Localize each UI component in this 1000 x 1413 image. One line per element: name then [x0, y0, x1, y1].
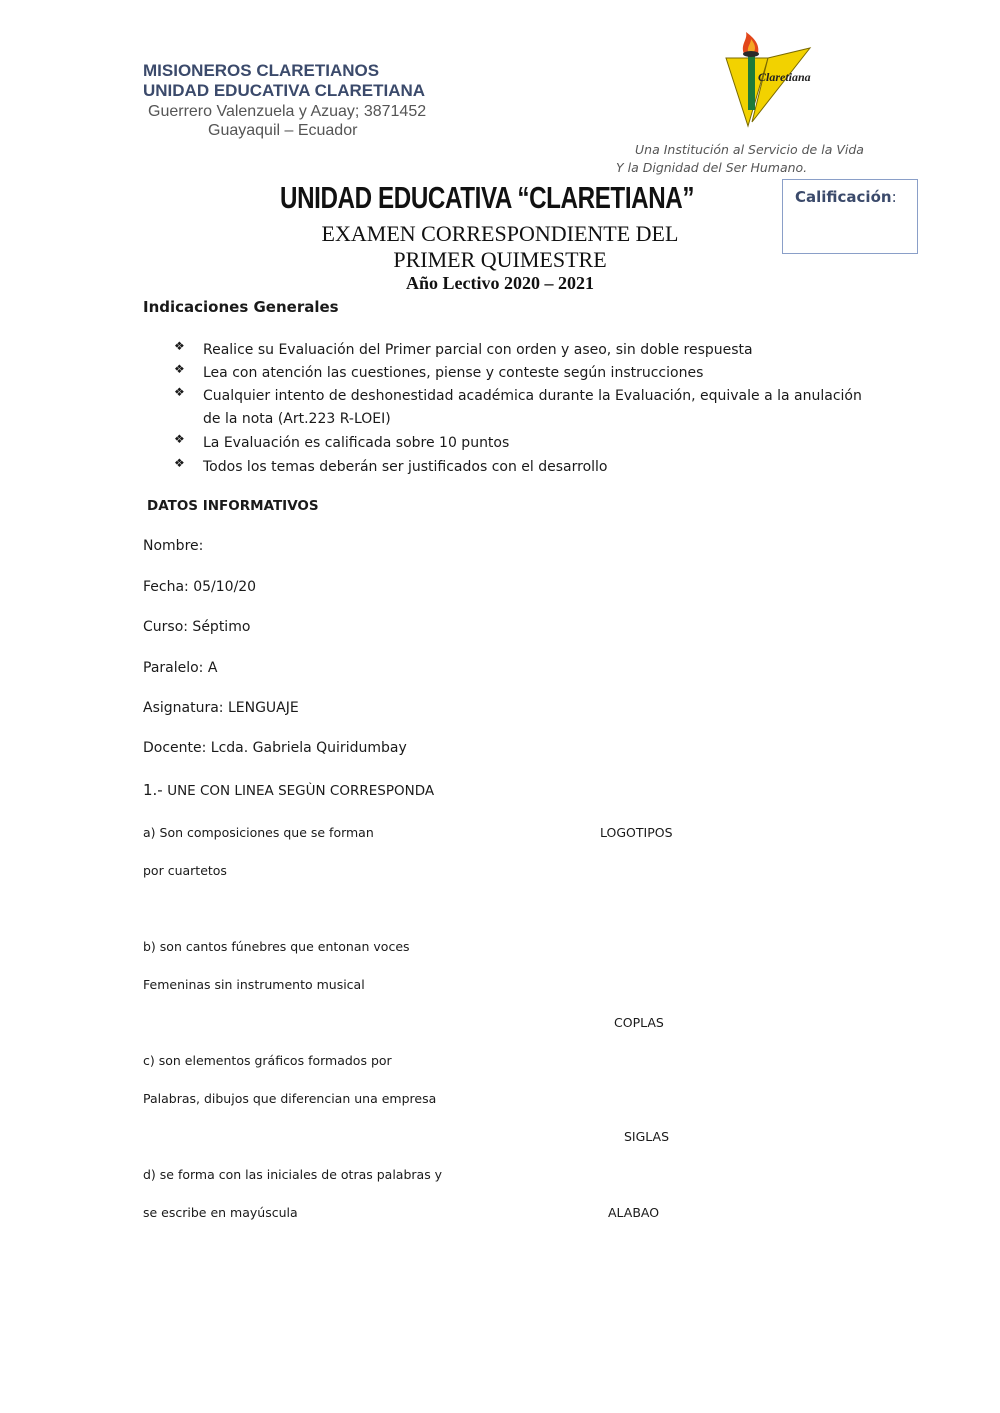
match-left-item: Femeninas sin instrumento musical [143, 977, 365, 992]
org-name-line1: MISIONEROS CLARETIANOS [143, 61, 380, 80]
info-nombre[interactable]: Nombre: [143, 538, 204, 554]
match-right-option[interactable]: ALABAO [608, 1205, 660, 1220]
question-1-heading [143, 781, 434, 799]
claretiana-logo [722, 30, 832, 130]
question-prompt: UNE CON LINEA SEGÙN CORRESPONDA [167, 783, 435, 799]
match-left-item[interactable]: b) son cantos fúnebres que entonan voces [143, 939, 410, 954]
org-city: Guayaquil – Ecuador [208, 122, 358, 139]
grade-label: Calificación: [795, 188, 897, 206]
motto-line2: Y la Dignidad del Ser Humano. [616, 160, 808, 175]
info-paralelo: Paralelo: A [143, 660, 218, 676]
match-left-item: se escribe en mayúscula [143, 1205, 298, 1220]
match-right-option[interactable]: SIGLAS [624, 1129, 670, 1144]
org-name-line2: UNIDAD EDUCATIVA CLARETIANA [143, 81, 426, 100]
info-curso: Curso: Séptimo [143, 619, 251, 635]
school-year: Año Lectivo 2020 – 2021 [406, 273, 594, 293]
question-number: 1.- [143, 781, 163, 799]
logo-text: Claretiana [758, 70, 811, 84]
match-left-item[interactable]: c) son elementos gráficos formados por [143, 1053, 392, 1068]
match-left-item[interactable]: d) se forma con las iniciales de otras palabras y [143, 1167, 443, 1182]
info-asignatura: Asignatura: LENGUAJE [143, 700, 299, 716]
info-docente: Docente: Lcda. Gabriela Quiridumbay [143, 740, 407, 756]
org-address: Guerrero Valenzuela y Azuay; 3871452 [148, 103, 427, 120]
info-heading: DATOS INFORMATIVOS [147, 498, 319, 514]
exam-title-line2: PRIMER QUIMESTRE [393, 247, 607, 272]
grade-box[interactable] [782, 179, 918, 254]
exam-title-line1: EXAMEN CORRESPONDIENTE DEL [321, 221, 679, 246]
match-right-option[interactable]: LOGOTIPOS [600, 825, 673, 840]
match-left-item: Palabras, dibujos que diferencian una empresa [143, 1091, 437, 1106]
instructions-heading: Indicaciones Generales [143, 298, 339, 316]
page-title: UNIDAD EDUCATIVA “CLARETIANA” [280, 180, 695, 215]
match-left-item: por cuartetos [143, 863, 227, 878]
match-right-option[interactable]: COPLAS [614, 1015, 664, 1030]
info-fecha: Fecha: 05/10/20 [143, 579, 257, 595]
motto-line1: Una Institución al Servicio de la Vida [635, 142, 864, 157]
match-left-item[interactable]: a) Son composiciones que se forman [143, 825, 374, 840]
